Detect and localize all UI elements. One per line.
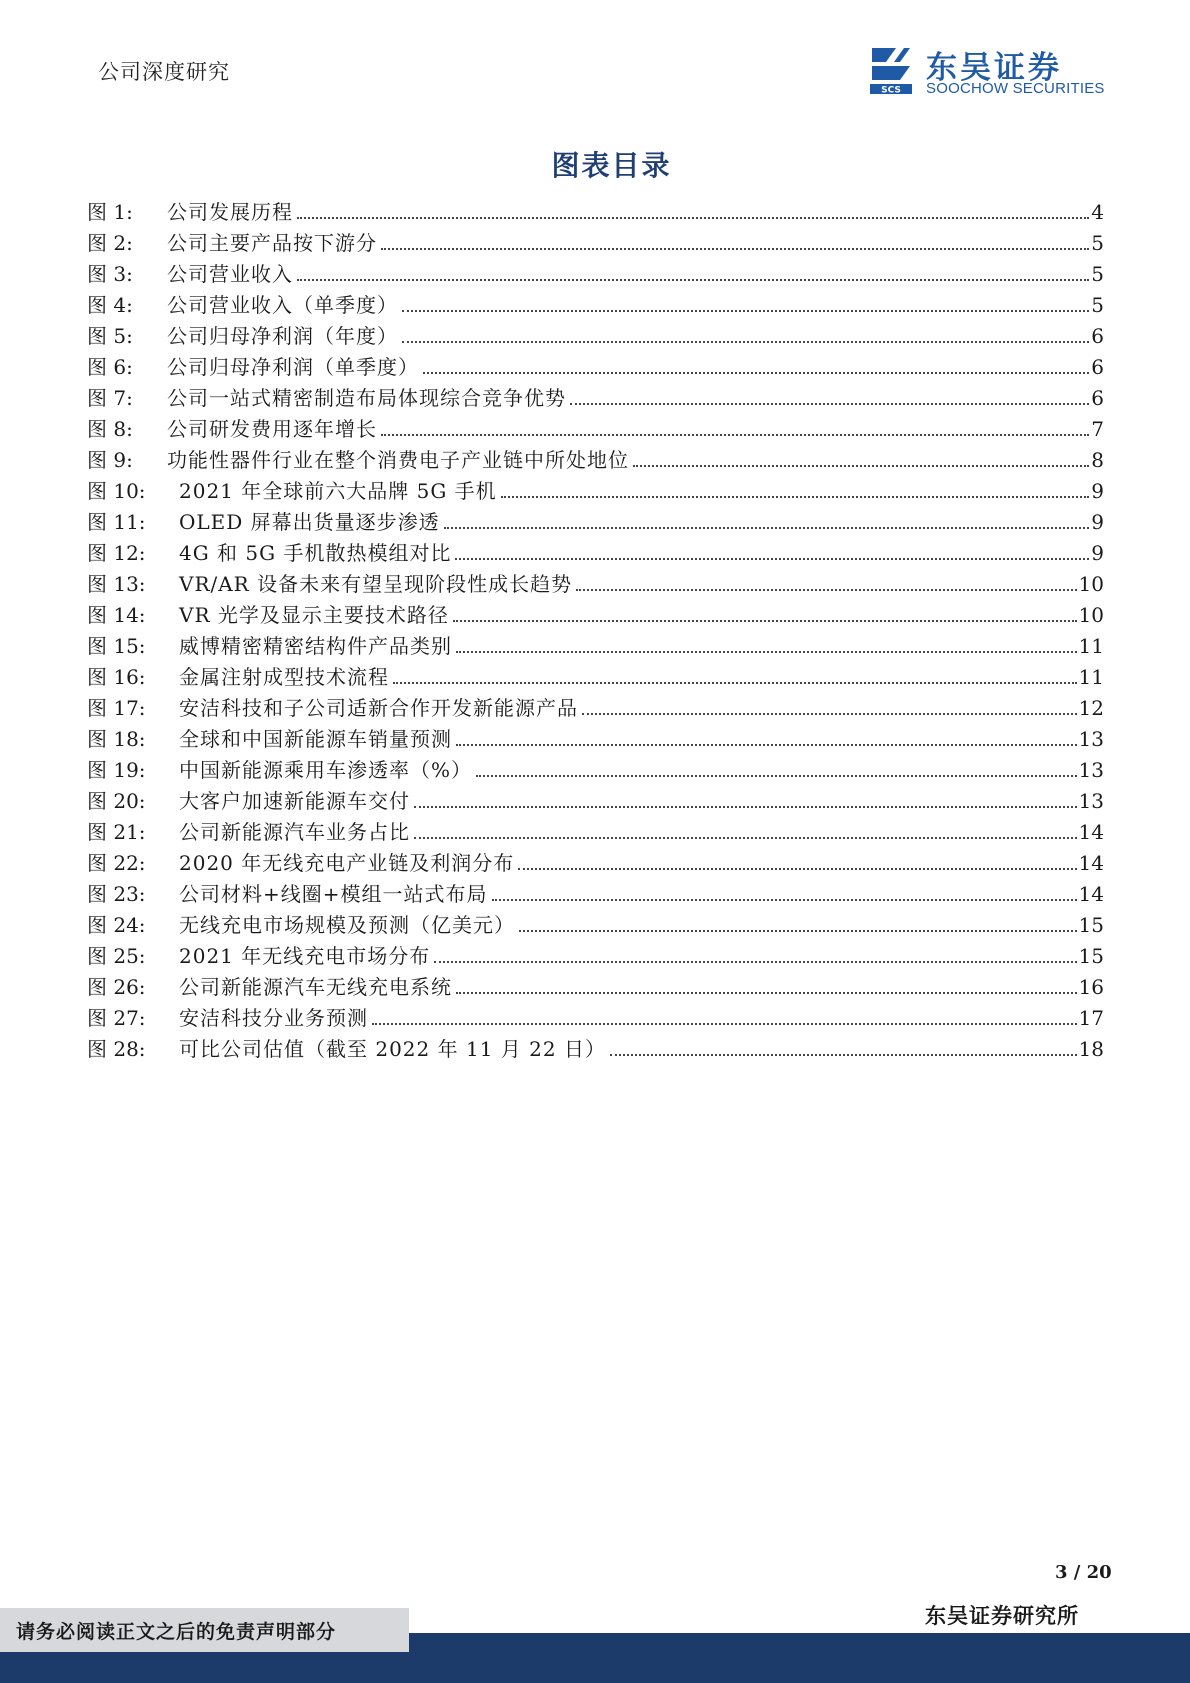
toc-entry[interactable] [87, 196, 1104, 227]
toc-entry-label [87, 1033, 606, 1062]
toc-leader-dots [610, 1054, 1077, 1056]
brand-logo [868, 42, 1108, 98]
toc-figure-number: 图 1: [87, 200, 133, 224]
toc-figure-number: 图 5: [87, 324, 133, 348]
toc-page-number: 6 [1091, 324, 1104, 348]
toc-page-number: 6 [1091, 386, 1104, 410]
logo-name-cn: 东吴证券 [926, 50, 1062, 86]
toc-figure-title: 公司营业收入（单季度） [167, 293, 398, 317]
toc-page-number: 11 [1078, 634, 1104, 658]
toc-figure-title: 公司一站式精密制造布局体现综合竞争优势 [167, 386, 566, 410]
toc-page-number: 17 [1078, 1006, 1104, 1030]
toc-entry-label [87, 940, 430, 969]
toc-figure-title: 金属注射成型技术流程 [179, 665, 389, 689]
toc-entry-label [87, 351, 419, 380]
toc-figure-title: 4G 和 5G 手机散热模组对比 [179, 541, 452, 565]
toc-entry-label [87, 785, 410, 814]
toc-figure-number: 图 16: [87, 665, 146, 689]
toc-figure-number: 图 28: [87, 1037, 146, 1061]
toc-figure-number: 图 4: [87, 293, 133, 317]
toc-entry-label [87, 258, 293, 287]
toc-leader-dots [476, 775, 1077, 777]
toc-page-number: 14 [1078, 882, 1104, 906]
toc-leader-dots [518, 868, 1076, 870]
toc-leader-dots [434, 961, 1076, 963]
toc-entry[interactable] [87, 847, 1104, 878]
toc-leader-dots [456, 651, 1077, 653]
toc-page-number: 10 [1078, 572, 1104, 596]
toc-leader-dots [501, 496, 1090, 498]
toc-figure-number: 图 23: [87, 882, 146, 906]
toc-entry-label [87, 289, 398, 318]
toc-figure-title: 2020 年无线充电产业链及利润分布 [179, 851, 515, 875]
toc-entry-label [87, 506, 440, 535]
toc-figure-number: 图 24: [87, 913, 146, 937]
toc-entry[interactable] [87, 475, 1104, 506]
toc-entry-label [87, 847, 514, 876]
disclaimer-banner [0, 1608, 409, 1652]
toc-figure-title: 公司新能源汽车无线充电系统 [179, 975, 452, 999]
toc-page-number: 13 [1078, 727, 1104, 751]
toc-entry-label [87, 475, 497, 504]
toc-page-number: 11 [1078, 665, 1104, 689]
toc-figure-title: 功能性器件行业在整个消费电子产业链中所处地位 [167, 448, 629, 472]
toc-figure-number: 图 17: [87, 696, 146, 720]
page-number: 3 / 20 [1055, 1562, 1112, 1583]
toc-figure-title: 大客户加速新能源车交付 [179, 789, 410, 813]
toc-page-number: 9 [1091, 541, 1104, 565]
toc-figure-title: 安洁科技和子公司适新合作开发新能源产品 [179, 696, 578, 720]
toc-entry[interactable] [87, 1033, 1104, 1064]
toc-entry-label [87, 413, 377, 442]
toc-leader-dots [402, 341, 1089, 343]
toc-figure-number: 图 18: [87, 727, 146, 751]
toc-entry[interactable] [87, 971, 1104, 1002]
toc-figure-number: 图 25: [87, 944, 146, 968]
toc-figure-title: 无线充电市场规模及预测（亿美元） [179, 913, 515, 937]
toc-leader-dots [297, 217, 1089, 219]
toc-page-number: 7 [1091, 417, 1104, 441]
disclaimer-text: 请务必阅读正文之后的免责声明部分 [16, 1621, 337, 1643]
toc-figure-number: 图 13: [87, 572, 146, 596]
toc-leader-dots [492, 899, 1077, 901]
toc-figure-title: 可比公司估值（截至 2022 年 11 月 22 日） [179, 1037, 606, 1061]
toc-entry-label [87, 692, 578, 721]
toc-page-number: 9 [1091, 510, 1104, 534]
toc-figure-number: 图 6: [87, 355, 133, 379]
toc-entry-label [87, 382, 566, 411]
toc-figure-title: 公司新能源汽车业务占比 [179, 820, 410, 844]
toc-figure-number: 图 26: [87, 975, 146, 999]
toc-page-number: 15 [1078, 913, 1104, 937]
toc-entry-label [87, 909, 515, 938]
toc-leader-dots [297, 279, 1089, 281]
toc-page-number: 5 [1091, 293, 1104, 317]
toc-page-number: 13 [1078, 758, 1104, 782]
toc-entry-label [87, 599, 449, 628]
toc-leader-dots [393, 682, 1077, 684]
report-type-label: 公司深度研究 [98, 60, 230, 84]
toc-figure-title: 公司归母净利润（单季度） [167, 355, 419, 379]
toc-page-number: 15 [1078, 944, 1104, 968]
toc-leader-dots [576, 589, 1076, 591]
toc-figure-number: 图 19: [87, 758, 146, 782]
toc-entry[interactable] [87, 599, 1104, 630]
toc-figure-number: 图 10: [87, 479, 146, 503]
toc-entry-label [87, 754, 472, 783]
toc-figure-title: 公司材料+线圈+模组一站式布局 [179, 882, 488, 906]
toc-leader-dots [414, 837, 1077, 839]
toc-entry[interactable] [87, 413, 1104, 444]
toc-figure-title: 公司研发费用逐年增长 [167, 417, 377, 441]
toc-entry-label [87, 196, 293, 225]
toc-entry[interactable] [87, 723, 1104, 754]
toc-leader-dots [444, 527, 1090, 529]
toc-figure-number: 图 3: [87, 262, 133, 286]
toc-entry[interactable] [87, 816, 1104, 847]
toc-page-number: 16 [1078, 975, 1104, 999]
toc-entry[interactable] [87, 754, 1104, 785]
toc-leader-dots [455, 558, 1089, 560]
toc-entry[interactable] [87, 878, 1104, 909]
toc-entry-label [87, 227, 377, 256]
toc-figure-number: 图 12: [87, 541, 146, 565]
toc-page-number: 13 [1078, 789, 1104, 813]
toc-figure-title: 威博精密精密结构件产品类别 [179, 634, 452, 658]
toc-entry-label [87, 568, 572, 597]
toc-page-number: 14 [1078, 820, 1104, 844]
toc-figure-number: 图 21: [87, 820, 146, 844]
toc-entry-label [87, 878, 488, 907]
toc-figure-number: 图 2: [87, 231, 133, 255]
toc-entry[interactable] [87, 289, 1104, 320]
toc-entry[interactable] [87, 1002, 1104, 1033]
toc-leader-dots [372, 1023, 1077, 1025]
toc-figure-number: 图 9: [87, 448, 133, 472]
toc-entry-label [87, 661, 389, 690]
toc-page-number: 14 [1078, 851, 1104, 875]
logo-name-en: SOOCHOW SECURITIES [926, 80, 1105, 97]
toc-page-number: 18 [1078, 1037, 1104, 1061]
toc-figure-title: 全球和中国新能源车销量预测 [179, 727, 452, 751]
toc-page-number: 10 [1078, 603, 1104, 627]
page-title: 图表目录 [551, 149, 672, 182]
toc-leader-dots [456, 744, 1077, 746]
toc-leader-dots [570, 403, 1089, 405]
toc-entry[interactable] [87, 692, 1104, 723]
toc-leader-dots [633, 465, 1089, 467]
toc-leader-dots [519, 930, 1077, 932]
toc-figure-title: 中国新能源乘用车渗透率（%） [179, 758, 473, 782]
toc-figure-title: VR/AR 设备未来有望呈现阶段性成长趋势 [179, 572, 573, 596]
toc-leader-dots [402, 310, 1089, 312]
toc-figure-title: 2021 年全球前六大品牌 5G 手机 [179, 479, 497, 503]
toc-entry[interactable] [87, 351, 1104, 382]
toc-figure-number: 图 7: [87, 386, 133, 410]
toc-entry-label [87, 816, 410, 845]
toc-entry-label [87, 1002, 368, 1031]
toc-leader-dots [381, 248, 1089, 250]
toc-entry[interactable] [87, 940, 1104, 971]
toc-leader-dots [381, 434, 1089, 436]
toc-entry[interactable] [87, 444, 1104, 475]
toc-entry-label [87, 971, 452, 1000]
toc-entry-label [87, 723, 452, 752]
toc-figure-title: 公司主要产品按下游分 [167, 231, 377, 255]
toc-figure-number: 图 20: [87, 789, 146, 813]
toc-figure-title: 公司营业收入 [167, 262, 293, 286]
toc-entry[interactable] [87, 785, 1104, 816]
toc-leader-dots [423, 372, 1089, 374]
toc-figure-title: 公司发展历程 [167, 200, 293, 224]
toc-page-number: 9 [1091, 479, 1104, 503]
toc-leader-dots [453, 620, 1077, 622]
toc-page-number: 5 [1091, 262, 1104, 286]
toc-leader-dots [456, 992, 1077, 994]
toc-page-number: 12 [1078, 696, 1104, 720]
toc-entry[interactable] [87, 227, 1104, 258]
toc-entry[interactable] [87, 909, 1104, 940]
toc-figure-number: 图 15: [87, 634, 146, 658]
toc-figure-title: 安洁科技分业务预测 [179, 1006, 368, 1030]
toc-entry[interactable] [87, 382, 1104, 413]
toc-entry[interactable] [87, 661, 1104, 692]
toc-entry[interactable] [87, 258, 1104, 289]
toc-page-number: 5 [1091, 231, 1104, 255]
toc-entry[interactable] [87, 506, 1104, 537]
toc-leader-dots [582, 713, 1077, 715]
toc-entry[interactable] [87, 630, 1104, 661]
toc-figure-number: 图 14: [87, 603, 146, 627]
org-name: 东吴证券研究所 [925, 1603, 1079, 1628]
toc-entry[interactable] [87, 537, 1104, 568]
figure-toc-list [87, 196, 1104, 1064]
toc-figure-title: VR 光学及显示主要技术路径 [179, 603, 449, 627]
toc-entry-label [87, 537, 451, 566]
toc-figure-number: 图 8: [87, 417, 133, 441]
toc-figure-title: OLED 屏幕出货量逐步渗透 [179, 510, 440, 534]
toc-entry-label [87, 630, 452, 659]
toc-page-number: 8 [1091, 448, 1104, 472]
toc-entry-label [87, 444, 629, 473]
scs-mark-icon [868, 44, 914, 96]
toc-page-number: 4 [1091, 200, 1104, 224]
toc-entry-label [87, 320, 398, 349]
toc-figure-title: 公司归母净利润（年度） [167, 324, 398, 348]
toc-entry[interactable] [87, 568, 1104, 599]
logo-mark-text: SCS [881, 85, 901, 96]
toc-entry[interactable] [87, 320, 1104, 351]
toc-figure-number: 图 27: [87, 1006, 146, 1030]
toc-figure-number: 图 22: [87, 851, 146, 875]
toc-figure-title: 2021 年无线充电市场分布 [179, 944, 431, 968]
toc-figure-number: 图 11: [87, 510, 146, 534]
toc-leader-dots [414, 806, 1077, 808]
toc-page-number: 6 [1091, 355, 1104, 379]
